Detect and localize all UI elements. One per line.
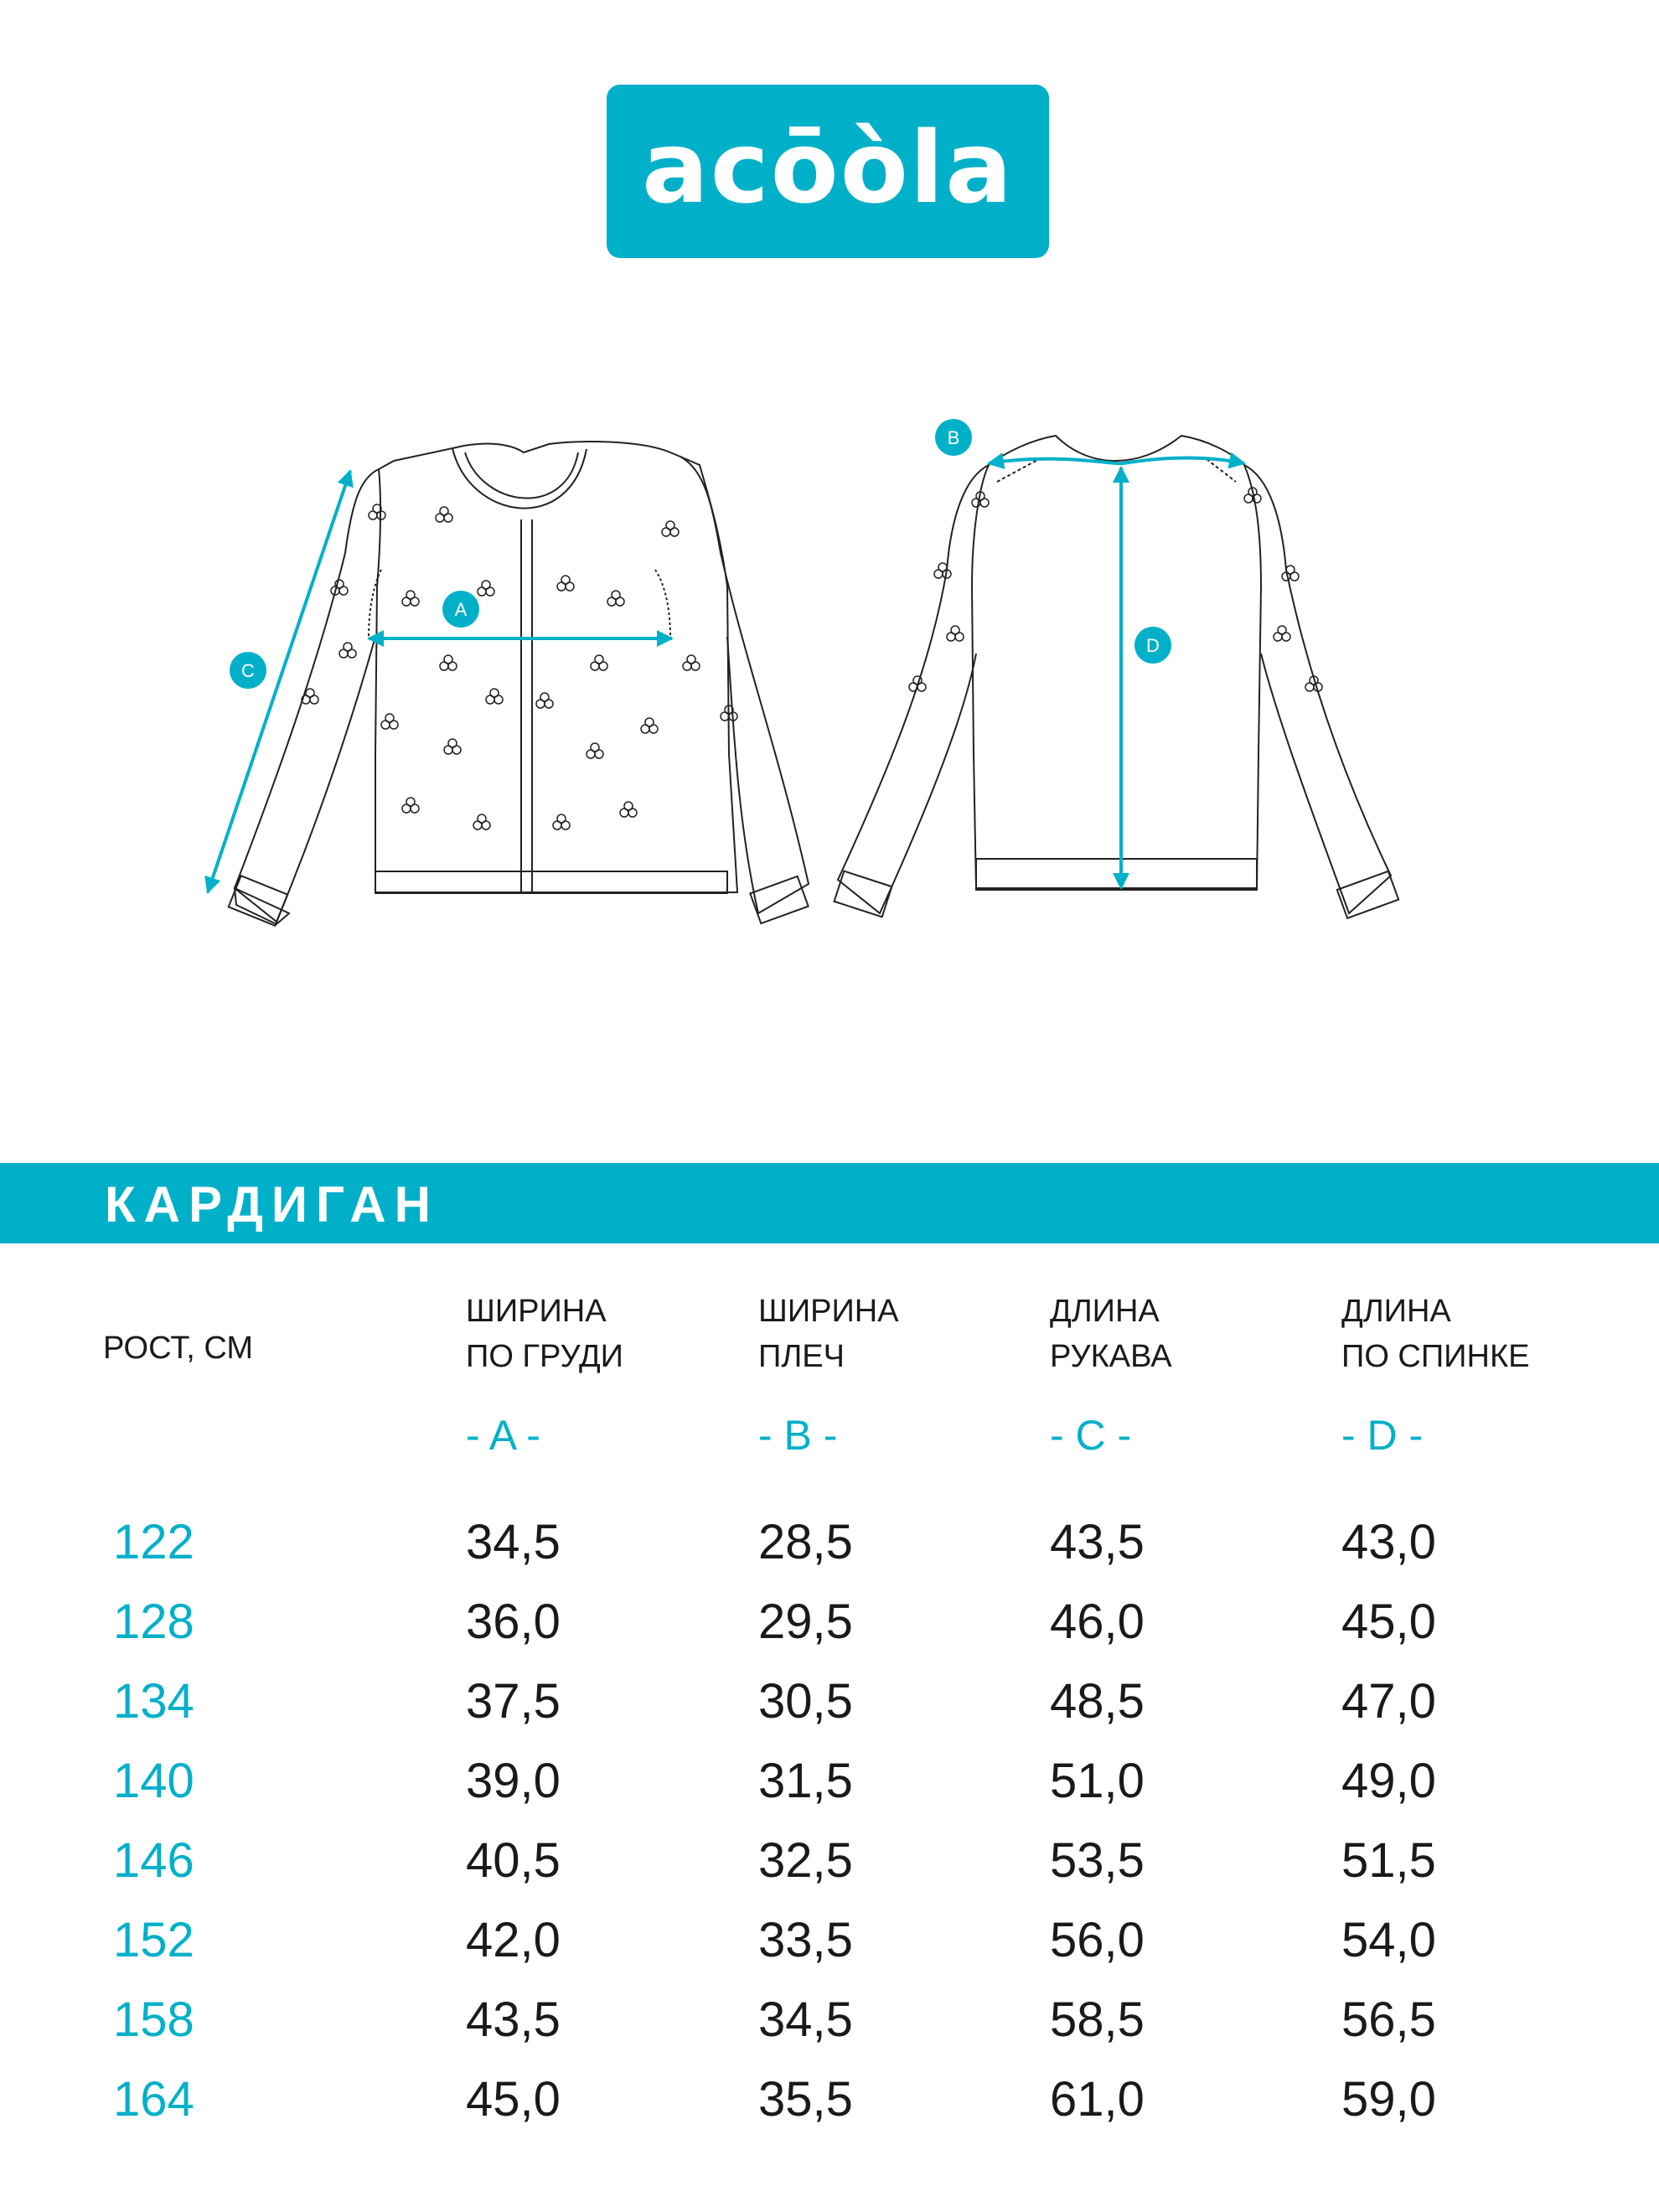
height-column-header: РОСТ, СМ bbox=[103, 1331, 254, 1366]
column-header-c-line2: РУКАВА bbox=[1050, 1339, 1172, 1374]
column-letter-a: - A - bbox=[466, 1412, 540, 1459]
sleeve-length-cell: 46,0 bbox=[1050, 1594, 1145, 1649]
shoulder-width-cell: 28,5 bbox=[758, 1515, 853, 1569]
cardigan-technical-drawing bbox=[0, 394, 1659, 947]
shoulder-width-cell: 33,5 bbox=[758, 1913, 853, 1967]
sleeve-length-cell: 58,5 bbox=[1050, 1992, 1145, 2047]
chest-width-cell: 45,0 bbox=[466, 2072, 561, 2127]
product-banner bbox=[0, 1163, 1659, 1243]
table-row bbox=[0, 1594, 1659, 1665]
chest-width-cell: 36,0 bbox=[466, 1594, 561, 1649]
back-length-cell: 43,0 bbox=[1341, 1515, 1436, 1569]
measure-line-c bbox=[208, 471, 350, 892]
table-row bbox=[0, 1913, 1659, 1983]
height-cell: 152 bbox=[113, 1913, 194, 1967]
table-row bbox=[0, 1833, 1659, 1904]
brand-logo bbox=[607, 85, 1049, 258]
sleeve-length-cell: 61,0 bbox=[1050, 2072, 1145, 2127]
height-cell: 146 bbox=[113, 1833, 194, 1888]
svg-text:A: A bbox=[454, 599, 468, 620]
marker-a bbox=[442, 591, 479, 628]
back-length-cell: 47,0 bbox=[1341, 1674, 1436, 1729]
column-header-c bbox=[1050, 1289, 1172, 1379]
column-letter-d: - D - bbox=[1341, 1412, 1424, 1459]
back-length-cell: 56,5 bbox=[1341, 1992, 1436, 2047]
back-length-cell: 51,5 bbox=[1341, 1833, 1436, 1888]
svg-text:C: C bbox=[241, 660, 255, 681]
column-letter-b: - B - bbox=[758, 1412, 838, 1459]
marker-b bbox=[935, 419, 972, 456]
back-length-cell: 45,0 bbox=[1341, 1594, 1436, 1649]
chest-width-cell: 37,5 bbox=[466, 1674, 561, 1729]
sleeve-length-cell: 48,5 bbox=[1050, 1674, 1145, 1729]
chest-width-cell: 43,5 bbox=[466, 1992, 561, 2047]
height-cell: 164 bbox=[113, 2072, 194, 2127]
table-row bbox=[0, 1674, 1659, 1744]
column-header-c-line1: ДЛИНА bbox=[1050, 1294, 1160, 1329]
shoulder-width-cell: 29,5 bbox=[758, 1594, 853, 1649]
height-cell: 158 bbox=[113, 1992, 194, 2047]
chest-width-cell: 39,0 bbox=[466, 1754, 561, 1808]
column-letter-c: - C - bbox=[1050, 1412, 1132, 1459]
svg-text:D: D bbox=[1146, 635, 1160, 656]
table-row bbox=[0, 1754, 1659, 1824]
marker-c bbox=[230, 652, 266, 689]
chest-width-cell: 40,5 bbox=[466, 1833, 561, 1888]
chest-width-cell: 34,5 bbox=[466, 1515, 561, 1569]
table-row bbox=[0, 2072, 1659, 2142]
sleeve-length-cell: 53,5 bbox=[1050, 1833, 1145, 1888]
height-cell: 134 bbox=[113, 1674, 194, 1729]
svg-text:B: B bbox=[947, 427, 960, 448]
column-header-a-line2: ПО ГРУДИ bbox=[466, 1339, 623, 1374]
brand-logo-text: acōòla bbox=[642, 109, 1014, 225]
column-header-b-line2: ПЛЕЧ bbox=[758, 1339, 845, 1374]
column-header-b-line1: ШИРИНА bbox=[758, 1294, 899, 1329]
shoulder-width-cell: 35,5 bbox=[758, 2072, 853, 2127]
height-cell: 140 bbox=[113, 1754, 194, 1808]
column-header-d-line1: ДЛИНА bbox=[1341, 1294, 1451, 1329]
product-title: КАРДИГАН bbox=[105, 1176, 439, 1233]
shoulder-width-cell: 31,5 bbox=[758, 1754, 853, 1808]
back-length-cell: 49,0 bbox=[1341, 1754, 1436, 1808]
sleeve-length-cell: 43,5 bbox=[1050, 1515, 1145, 1569]
sleeve-length-cell: 56,0 bbox=[1050, 1913, 1145, 1967]
column-header-a bbox=[466, 1289, 623, 1379]
shoulder-width-cell: 30,5 bbox=[758, 1674, 853, 1729]
height-cell: 128 bbox=[113, 1594, 194, 1649]
back-length-cell: 54,0 bbox=[1341, 1913, 1436, 1967]
sleeve-length-cell: 51,0 bbox=[1050, 1754, 1145, 1808]
table-row bbox=[0, 1515, 1659, 1585]
column-header-b bbox=[758, 1289, 899, 1379]
column-header-d-line2: ПО СПИНКЕ bbox=[1341, 1339, 1530, 1374]
column-header-a-line1: ШИРИНА bbox=[466, 1294, 607, 1329]
chest-width-cell: 42,0 bbox=[466, 1913, 561, 1967]
height-cell: 122 bbox=[113, 1515, 194, 1569]
shoulder-width-cell: 34,5 bbox=[758, 1992, 853, 2047]
front-view bbox=[229, 442, 809, 926]
marker-d bbox=[1134, 627, 1171, 664]
table-row bbox=[0, 1992, 1659, 2063]
column-header-d bbox=[1341, 1289, 1529, 1379]
back-length-cell: 59,0 bbox=[1341, 2072, 1436, 2127]
shoulder-width-cell: 32,5 bbox=[758, 1833, 853, 1888]
